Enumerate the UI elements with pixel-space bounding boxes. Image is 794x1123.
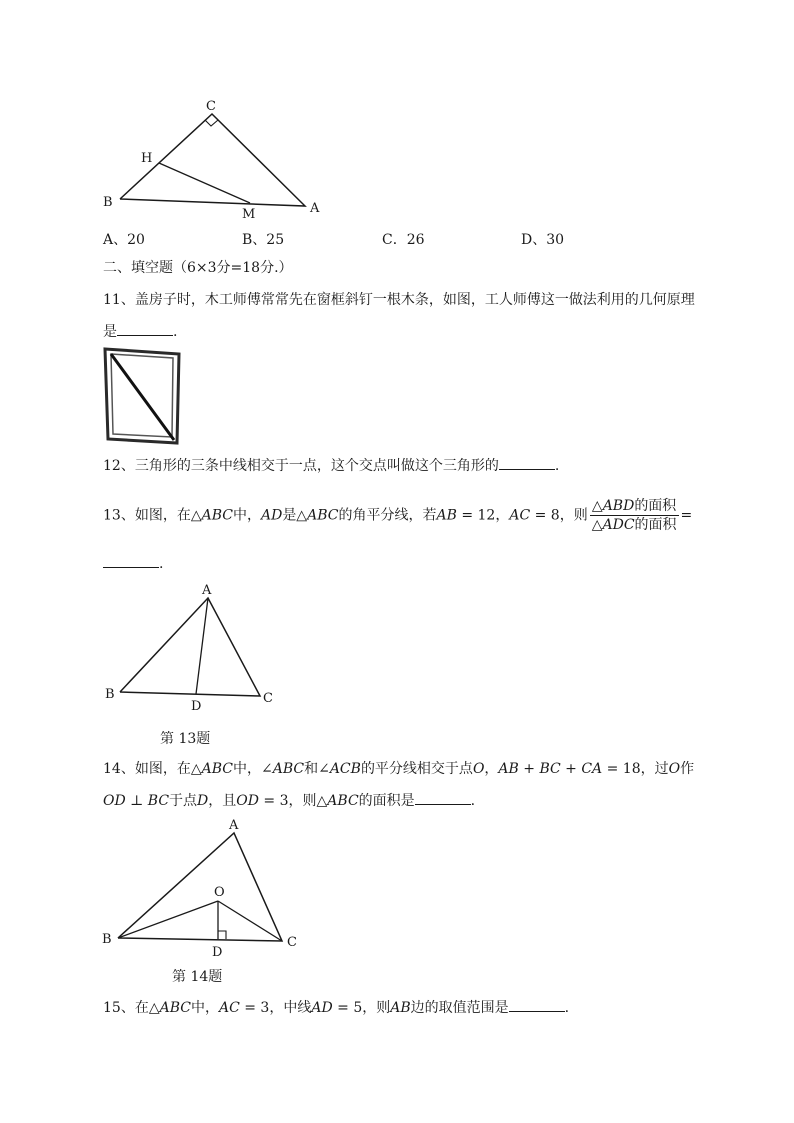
option-a: A、20 — [103, 232, 145, 248]
q14-l2-t3: D — [197, 793, 209, 809]
q13-fraction — [590, 497, 679, 534]
q13-t4: AB — [436, 507, 457, 524]
q10-label-c: C — [206, 99, 216, 114]
q14-t1: ABC — [201, 761, 233, 777]
q15-p1: 15、在△ — [103, 1000, 160, 1016]
q15-t1: ABC — [159, 1000, 191, 1016]
q13-text — [103, 497, 692, 534]
q12-prefix: 12、三角形的三条中线相交于一点，这个交点叫做这个三角形的 — [103, 458, 499, 474]
q13-p4: 的角平分线，若 — [338, 507, 437, 524]
q15-p5: 边的取值范围是 — [410, 1000, 509, 1016]
q14-label-c: C — [287, 935, 297, 950]
q14-p6: = 18，过 — [602, 761, 669, 777]
q14-p2: 中，∠ — [232, 761, 273, 777]
q14-label-d: D — [212, 945, 223, 960]
option-c: C．26 — [382, 232, 425, 248]
q10-label-b: B — [103, 195, 113, 210]
option-b: B、25 — [242, 232, 285, 248]
q13-label-a: A — [202, 583, 212, 598]
q14-l2-p3: ，且 — [208, 793, 237, 809]
q14-t3: ACB — [329, 761, 361, 777]
q14-t5: AB + BC + CA — [498, 761, 603, 777]
q13-line2 — [103, 553, 163, 574]
q15-suffix: . — [564, 1000, 570, 1016]
q14-t2: ABC — [272, 761, 305, 777]
q14-line1 — [103, 759, 694, 779]
q14-l2-p5: 的面积是 — [358, 793, 415, 809]
q11-prefix: 是 — [103, 324, 117, 340]
q14-t6: O — [668, 761, 681, 777]
q15-p4: = 5，则 — [332, 1000, 391, 1016]
q10-label-a: A — [310, 201, 320, 216]
q14-l2-p2: 于点 — [169, 793, 198, 809]
q14-p3: 和∠ — [304, 761, 330, 777]
q13-t3: ABC — [307, 507, 339, 524]
figure-q14 — [98, 815, 308, 960]
q15-answer-blank[interactable] — [509, 997, 565, 1012]
q14-label-a: A — [229, 818, 239, 833]
q13-caption: 第 13题 — [160, 731, 211, 747]
q13-p6: = 8，则 — [530, 507, 588, 524]
q13-label-b: B — [105, 687, 115, 702]
q11-line1: 11、盖房子时，木工师傅常常先在窗框斜钉一根木条，如图，工人师傅这一做法利用的几何原理 — [103, 292, 695, 308]
q13-p1: 13、如图，在△ — [103, 507, 202, 524]
q14-t4: O — [472, 761, 485, 777]
q14-label-b: B — [102, 932, 112, 947]
q11-line2 — [103, 321, 177, 342]
q13-p5: = 12， — [456, 507, 510, 524]
q14-l2-t2: BC — [147, 793, 170, 809]
q15-t2: AC — [218, 1000, 240, 1016]
q14-p5: ， — [484, 761, 499, 777]
q15-p3: = 3，中线 — [239, 1000, 312, 1016]
q12-suffix: . — [554, 458, 560, 474]
q14-right-angle-mark — [218, 931, 226, 939]
q14-segment-bo — [118, 901, 218, 938]
q15-t4: AB — [390, 1000, 411, 1016]
figure-q13 — [100, 580, 290, 720]
q14-p4: 的平分线相交于点 — [360, 761, 473, 777]
q14-suffix: . — [470, 793, 476, 809]
q12-answer-blank[interactable] — [499, 455, 555, 470]
q14-l2-p1: ⊥ — [125, 793, 148, 809]
q14-answer-blank[interactable] — [415, 790, 471, 805]
q10-label-m: M — [242, 207, 256, 222]
q10-segment-hm — [159, 163, 250, 203]
q14-l2-t4: OD — [236, 793, 259, 809]
q15-text — [103, 997, 569, 1018]
q11-suffix: . — [173, 324, 178, 340]
option-d: D、30 — [521, 232, 565, 248]
q14-l2-t5: ABC — [327, 793, 359, 809]
q13-p3: 是△ — [282, 507, 308, 524]
figure-window-frame — [102, 346, 184, 446]
q10-right-angle-mark — [205, 120, 218, 126]
q14-p7: 作 — [680, 761, 695, 777]
q14-triangle — [118, 833, 282, 941]
q13-t5: AC — [509, 507, 531, 524]
q14-line2 — [103, 790, 475, 811]
q13-label-c: C — [263, 691, 273, 706]
q15-t3: AD — [311, 1000, 333, 1016]
q13-frac-numerator: △ABD的面积 — [590, 497, 679, 516]
q13-equals: = — [680, 507, 693, 524]
diagonal-brace — [111, 354, 174, 440]
q15-p2: 中， — [190, 1000, 219, 1016]
q14-l2-p4: = 3，则△ — [258, 793, 328, 809]
q13-suffix: . — [159, 556, 164, 572]
q13-t1: ABC — [201, 507, 233, 524]
q14-label-o: O — [214, 885, 225, 900]
q13-frac-denominator: △ADC的面积 — [591, 517, 677, 533]
q14-p1: 14、如图，在△ — [103, 761, 202, 777]
q14-l2-t1: OD — [103, 793, 126, 809]
q13-t2: AD — [260, 507, 283, 524]
q13-segment-ad — [196, 598, 208, 694]
q13-answer-blank[interactable] — [103, 553, 159, 568]
figure-q10 — [95, 92, 335, 222]
q13-triangle — [120, 598, 260, 696]
q13-p2: 中， — [232, 507, 261, 524]
q10-label-h: H — [141, 151, 153, 166]
q12-text — [103, 455, 559, 476]
q14-caption: 第 14题 — [172, 969, 223, 985]
q13-label-d: D — [191, 699, 202, 714]
section-title: 二、填空题（6×3分=18分.） — [103, 260, 293, 276]
q11-answer-blank[interactable] — [117, 321, 173, 336]
